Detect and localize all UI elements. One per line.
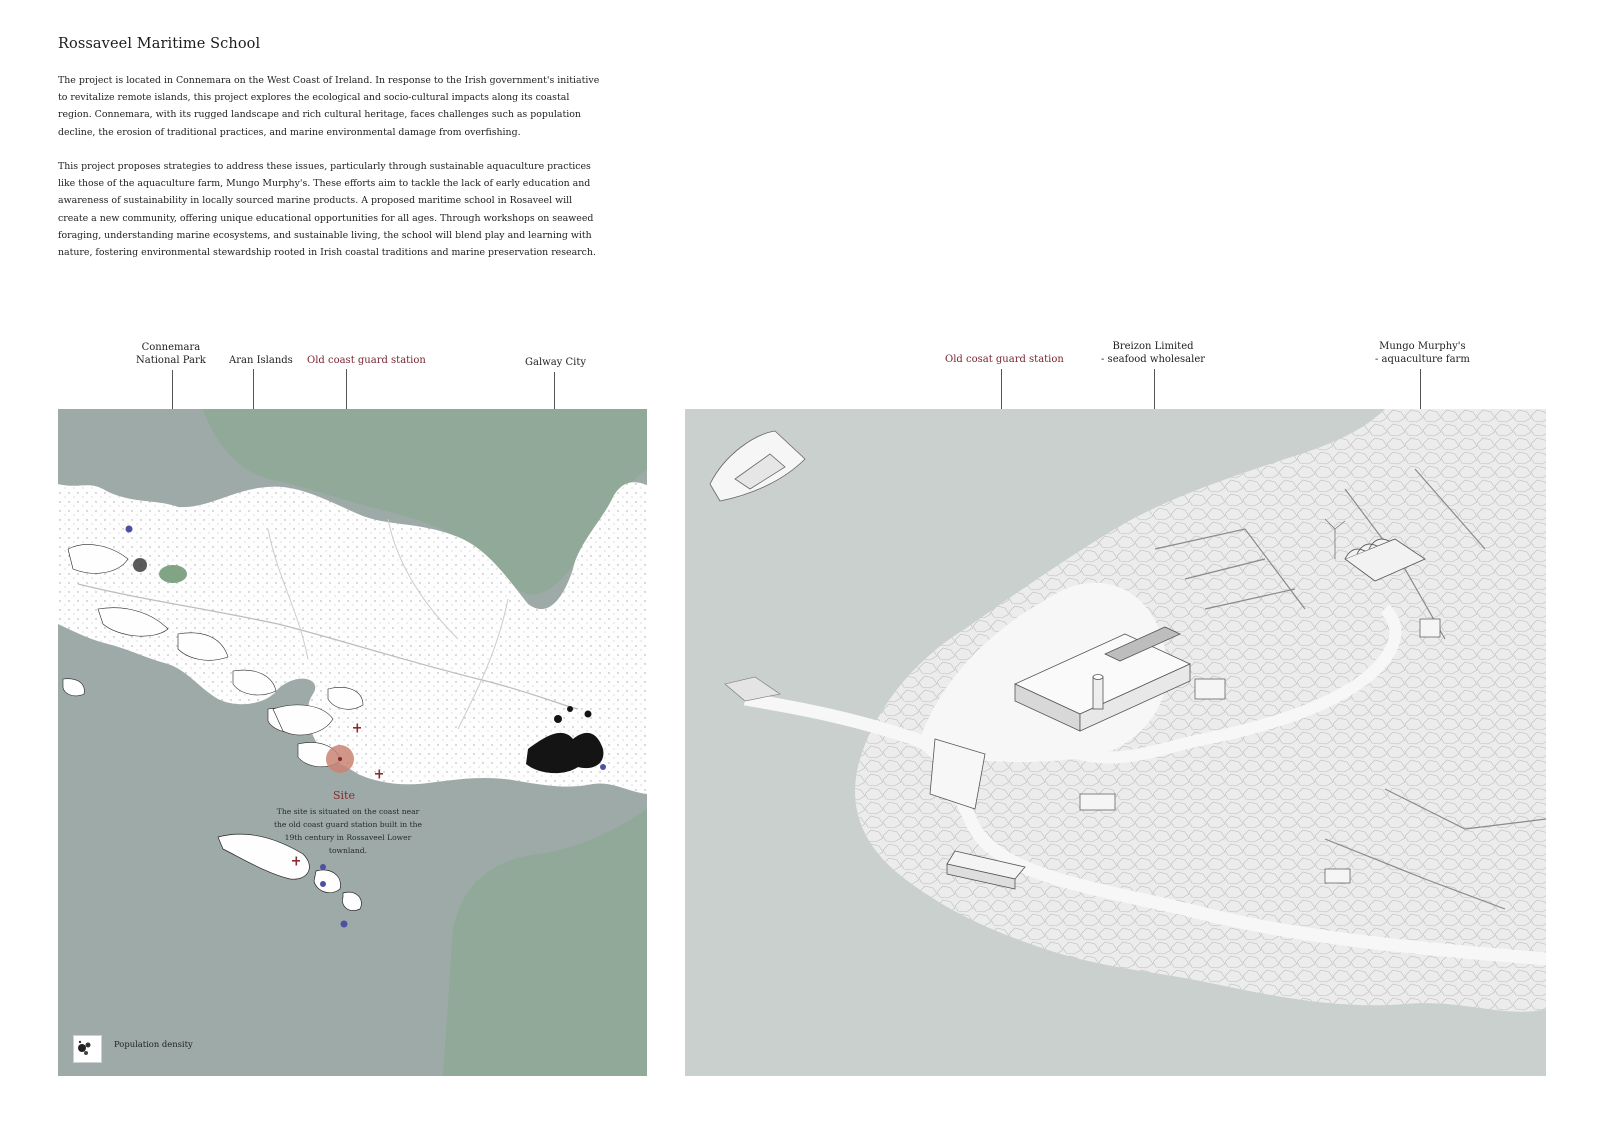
label-connemara-line2: National Park <box>136 355 206 366</box>
label-galway-city: Galway City <box>525 357 587 368</box>
label-old-coast-guard-right: Old cosat guard station <box>945 354 1064 365</box>
label-aran-islands: Aran Islands <box>229 355 293 366</box>
label-connemara <box>136 341 206 367</box>
regional-map <box>58 409 647 1076</box>
site-axonometric-map <box>685 409 1546 1076</box>
site-label: Site <box>333 789 355 802</box>
label-connemara-line1: Connemara <box>141 342 201 353</box>
label-mungo-murphys <box>1375 340 1470 366</box>
label-breizon-line1: Breizon Limited <box>1112 341 1194 352</box>
legend-swatch <box>73 1035 102 1063</box>
legend-label: Population density <box>114 1039 193 1049</box>
page-title: Rossaveel Maritime School <box>58 36 261 52</box>
texture-overlay <box>58 409 647 1076</box>
intro-paragraph-2: This project proposes strategies to address these issues, particularly through sustainable aquaculture practices like those of the aquaculture farm, Mungo Murphy's. These efforts aim to tackle the lack of early education and awareness of sustainability in locally sourced marine products. A proposed maritime school in Rosaveel will create a new community, offering unique educational opportunities for all ages. Through workshops on seaweed foraging, understanding marine ecosystems, and sustainable living, the school will blend play and learning with nature, fostering environmental stewardship rooted in Irish coastal traditions and marine preservation research. <box>58 161 596 259</box>
silo <box>1093 675 1103 710</box>
label-mungo-line1: Mungo Murphy's <box>1379 341 1466 352</box>
label-breizon-line2: - seafood wholesaler <box>1101 354 1206 365</box>
intro-paragraph-1: The project is located in Connemara on the West Coast of Ireland. In response to the Irish government's initiative to revitalize remote islands, this project explores the ecological and socio-cultural impacts along its coastal region. Connemara, with its rugged landscape and rich cultural heritage, faces challenges such as population decline, the erosion of traditional practices, and marine environmental damage from overfishing. <box>58 75 600 138</box>
label-breizon <box>1101 340 1205 366</box>
label-mungo-line2: - aquaculture farm <box>1375 354 1470 365</box>
label-old-coast-guard-left: Old coast guard station <box>307 355 426 366</box>
site-description: The site is situated on the coast near the old coast guard station built in the 19th century in Rossaveel Lower townland. <box>273 807 423 855</box>
